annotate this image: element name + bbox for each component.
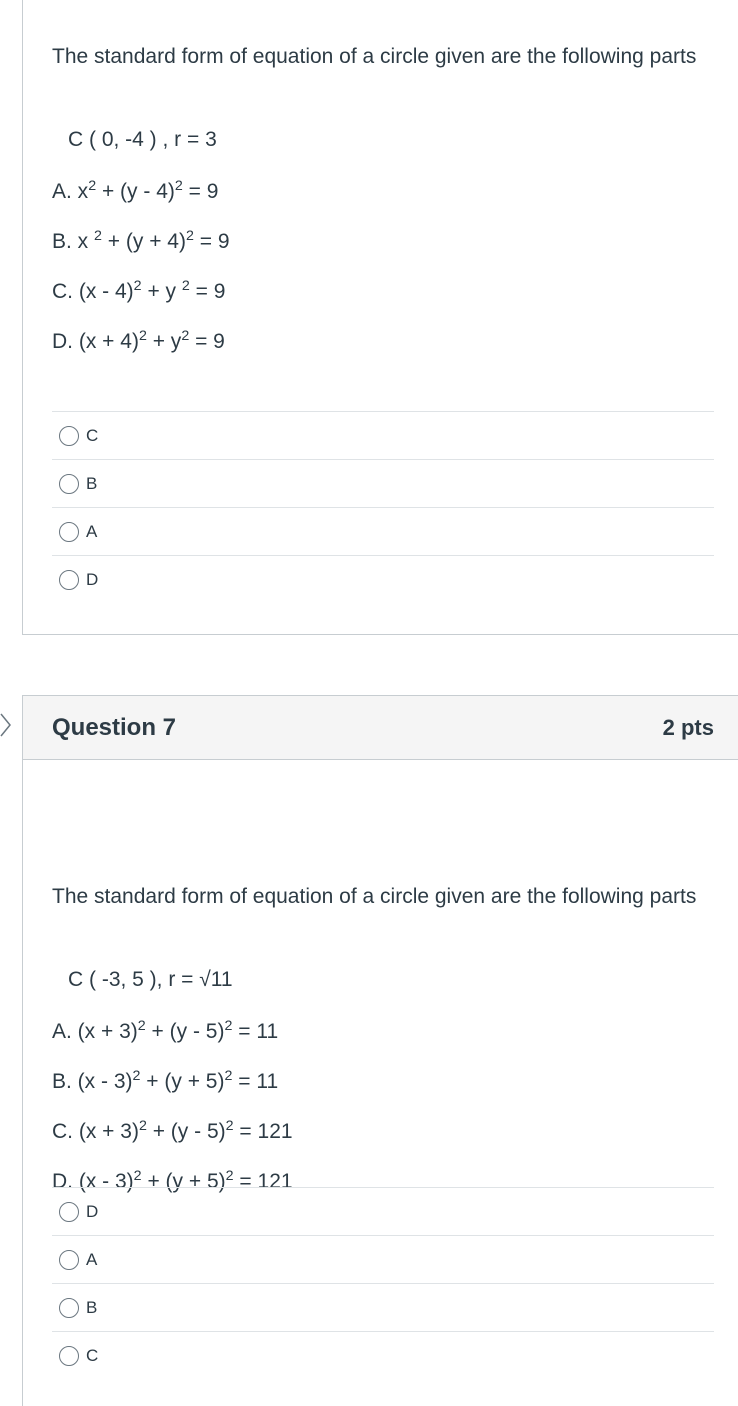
answer-list (52, 1187, 714, 1379)
radio-unchecked-icon[interactable] (59, 474, 79, 494)
answer-label: D (86, 1201, 99, 1221)
answer-option[interactable] (52, 411, 714, 459)
radio-unchecked-icon[interactable] (59, 1250, 79, 1270)
answer-list (52, 411, 714, 603)
given-parts: C ( 0, -4 ) , r = 3 (68, 128, 217, 151)
answer-label: C (86, 1345, 99, 1365)
answer-option[interactable] (52, 555, 714, 603)
given-parts: C ( -3, 5 ), r = √11 (68, 968, 233, 991)
choice-b: B. x $^2 + (y + 4)^2 = 9$ (52, 228, 230, 253)
choice-c: C. $(x + 3)^2 + (y - 5)^2 = 121$ (52, 1118, 293, 1143)
answer-option[interactable] (52, 1331, 714, 1379)
question-header (23, 696, 738, 760)
answer-option[interactable] (52, 507, 714, 555)
question-7 (22, 695, 738, 1406)
choice-d: D. $(x + 4)^2 + y^2 = 9$ (52, 328, 225, 353)
question-prompt: The standard form of equation of a circle given are the following parts (52, 885, 697, 908)
choice-d: D. $(x - 3)^2 + (y + 5)^2 = 121$ (52, 1168, 293, 1193)
answer-label: A (86, 1249, 98, 1269)
question-6 (22, 0, 738, 635)
choice-b: B. $(x - 3)^2 + (y + 5)^2 = 11$ (52, 1068, 279, 1093)
answer-option[interactable] (52, 1187, 714, 1235)
radio-unchecked-icon[interactable] (59, 1346, 79, 1366)
answer-label: A (86, 521, 98, 541)
radio-unchecked-icon[interactable] (59, 570, 79, 590)
radio-unchecked-icon[interactable] (59, 1298, 79, 1318)
choice-c: C. (x - 4)$^2$ + y $^2$ = 9 (52, 278, 226, 303)
answer-option[interactable] (52, 1235, 714, 1283)
chevron-right-icon[interactable] (0, 712, 12, 738)
answer-label: D (86, 569, 99, 589)
choice-a: A. $x^2 + (y - 4)^2 = 9$ (52, 178, 219, 203)
radio-unchecked-icon[interactable] (59, 1202, 79, 1222)
answer-label: C (86, 425, 99, 445)
answer-option[interactable] (52, 1283, 714, 1331)
answer-label: B (86, 473, 98, 493)
answer-option[interactable] (52, 459, 714, 507)
radio-unchecked-icon[interactable] (59, 522, 79, 542)
answer-label: B (86, 1297, 98, 1317)
radio-unchecked-icon[interactable] (59, 426, 79, 446)
question-title: Question 7 (52, 713, 177, 741)
choice-a: A. $(x + 3)^2 + (y - 5)^2 = 11$ (52, 1018, 279, 1043)
question-prompt: The standard form of equation of a circle given are the following parts (52, 45, 697, 68)
question-points: 2 pts (662, 714, 714, 740)
